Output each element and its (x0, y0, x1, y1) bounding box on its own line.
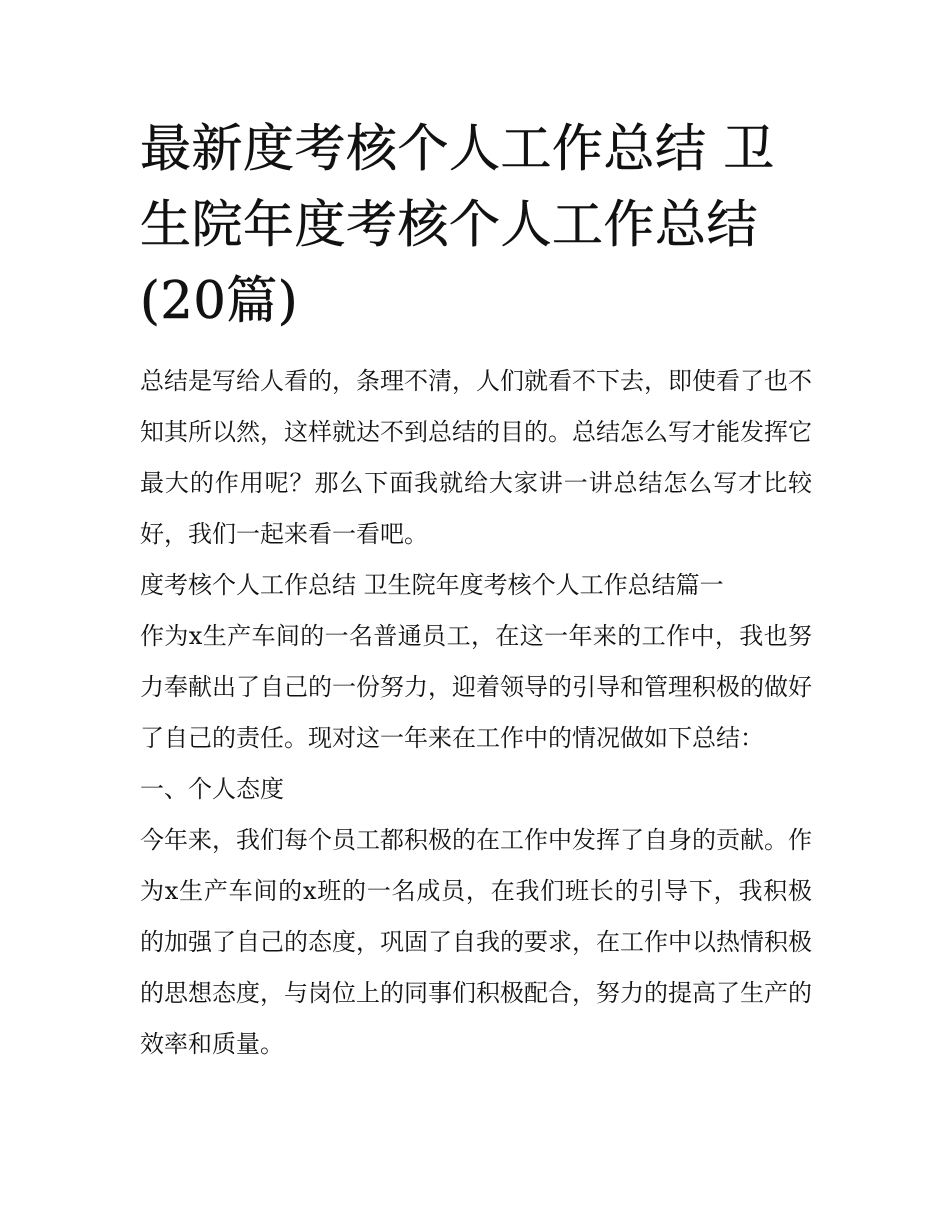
body-paragraph: 今年来，我们每个员工都积极的在工作中发挥了自身的贡献。作为x生产车间的x班的一名成员，在我们班长的引导下，我积极的加强了自己的态度，巩固了自我的要求，在工作中以热情积极的思想态度，与岗位上的同事们积极配合，努力的提高了生产的效率和质量。 (140, 826, 812, 1058)
subsection-heading: 一、个人态度 (140, 775, 284, 803)
section-heading: 度考核个人工作总结 卫生院年度考核个人工作总结篇一 (140, 571, 724, 599)
document-page (140, 112, 812, 1070)
document-title: 最新度考核个人工作总结 卫生院年度考核个人工作总结(20篇) (140, 120, 775, 331)
body-paragraph: 作为x生产车间的一名普通员工，在这一年来的工作中，我也努力奉献出了自己的一份努力，迎着领导的引导和管理积极的做好了自己的责任。现对这一年来在工作中的情况做如下总结： (140, 622, 812, 752)
intro-paragraph: 总结是写给人看的，条理不清，人们就看不下去，即使看了也不知其所以然，这样就达不到总结的目的。总结怎么写才能发挥它最大的作用呢？那么下面我就给大家讲一讲总结怎么写才比较好，我们一起来看一看吧。 (140, 367, 812, 548)
